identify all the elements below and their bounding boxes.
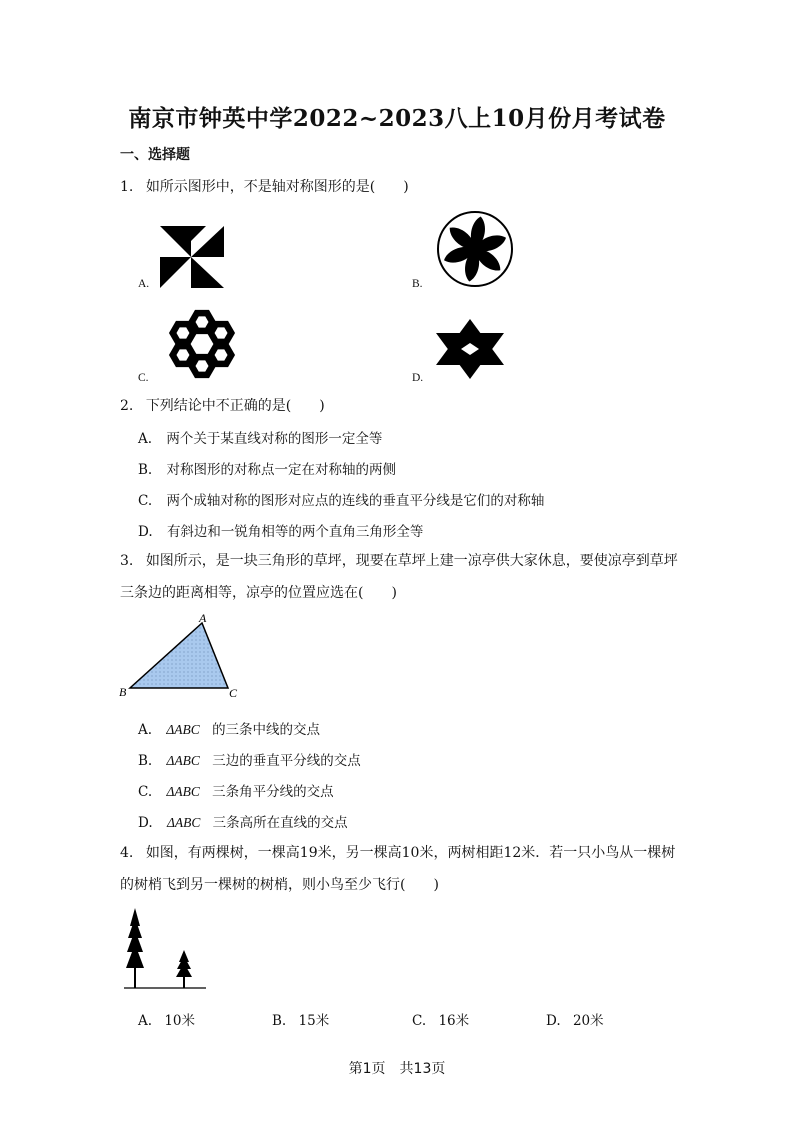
- q3-line2: 三条边的距离相等，凉亭的位置应选在( ): [120, 585, 397, 601]
- q1-text: [120, 176, 409, 196]
- six-point-star-figure: [434, 318, 506, 380]
- triangle-lawn-figure: [118, 610, 248, 702]
- q3-option-c: C. ΔABC 三条角平分线的交点: [138, 784, 334, 800]
- hex-center-hole: [193, 336, 211, 352]
- q4-option-d: D. 20米: [546, 1013, 604, 1029]
- q2-option-b: B. 对称图形的对称点一定在对称轴的两侧: [138, 462, 397, 478]
- vertex-a-label: A: [199, 611, 207, 625]
- q4-number: 4.: [120, 845, 134, 861]
- page-footer: 第1页 共13页: [348, 1061, 446, 1077]
- q4-line2: 的树梢飞到另一棵树的树梢，则小鸟至少飞行( ): [120, 877, 439, 893]
- q2-text: [120, 395, 325, 415]
- section-heading: 一、选择题: [120, 147, 190, 163]
- q3-number: 3.: [120, 553, 134, 569]
- q1-option-c-label: C.: [138, 372, 149, 384]
- q2-stem: 下列结论中不正确的是( ): [145, 398, 325, 414]
- pinwheel-figure: [158, 224, 226, 290]
- q3-option-a: A. ΔABC 的三条中线的交点: [138, 722, 321, 738]
- q1-stem: 如所示图形中，不是轴对称图形的是( ): [145, 179, 409, 195]
- tall-tree-icon: [126, 908, 144, 988]
- q2-option-c: C. 两个成轴对称的图形对应点的连线的垂直平分线是它们的对称轴: [138, 493, 545, 509]
- flower-in-circle-figure: [436, 210, 514, 288]
- q3-option-d: D. ΔABC 三条高所在直线的交点: [138, 815, 348, 831]
- q2-option-d: D. 有斜边和一锐角相等的两个直角三角形全等: [138, 524, 424, 540]
- q1-option-a-label: A.: [138, 278, 150, 290]
- q1-option-b-label: B.: [412, 278, 423, 290]
- q4-option-b: B. 15米: [272, 1013, 330, 1029]
- q3-line1: 3. 如图所示，是一块三角形的草坪，现要在草坪上建一凉亭供大家休息，要使凉亭到草坪: [120, 553, 678, 569]
- q1-option-d-label: D.: [412, 372, 424, 384]
- q2-number: 2.: [120, 398, 134, 414]
- vertex-b-label: B: [119, 685, 127, 699]
- hexagonal-ring-figure: [160, 308, 244, 380]
- q2-option-a: A. 两个关于某直线对称的图形一定全等: [138, 431, 383, 447]
- vertex-c-label: C: [229, 686, 238, 700]
- short-tree-icon: [176, 950, 192, 988]
- q1-number: 1.: [120, 179, 134, 195]
- two-trees-figure: [122, 906, 208, 992]
- q4-line1: 4. 如图，有两棵树，一棵高19米，另一棵高10米，两树相距12米．若一只小鸟从一棵树: [120, 845, 676, 861]
- page-title: 南京市钟英中学2022~2023八上10月份月考试卷: [128, 105, 666, 132]
- q4-option-c: C. 16米: [412, 1013, 470, 1029]
- q3-option-b: B. ΔABC 三边的垂直平分线的交点: [138, 753, 361, 769]
- q4-option-a: A. 10米: [138, 1013, 196, 1029]
